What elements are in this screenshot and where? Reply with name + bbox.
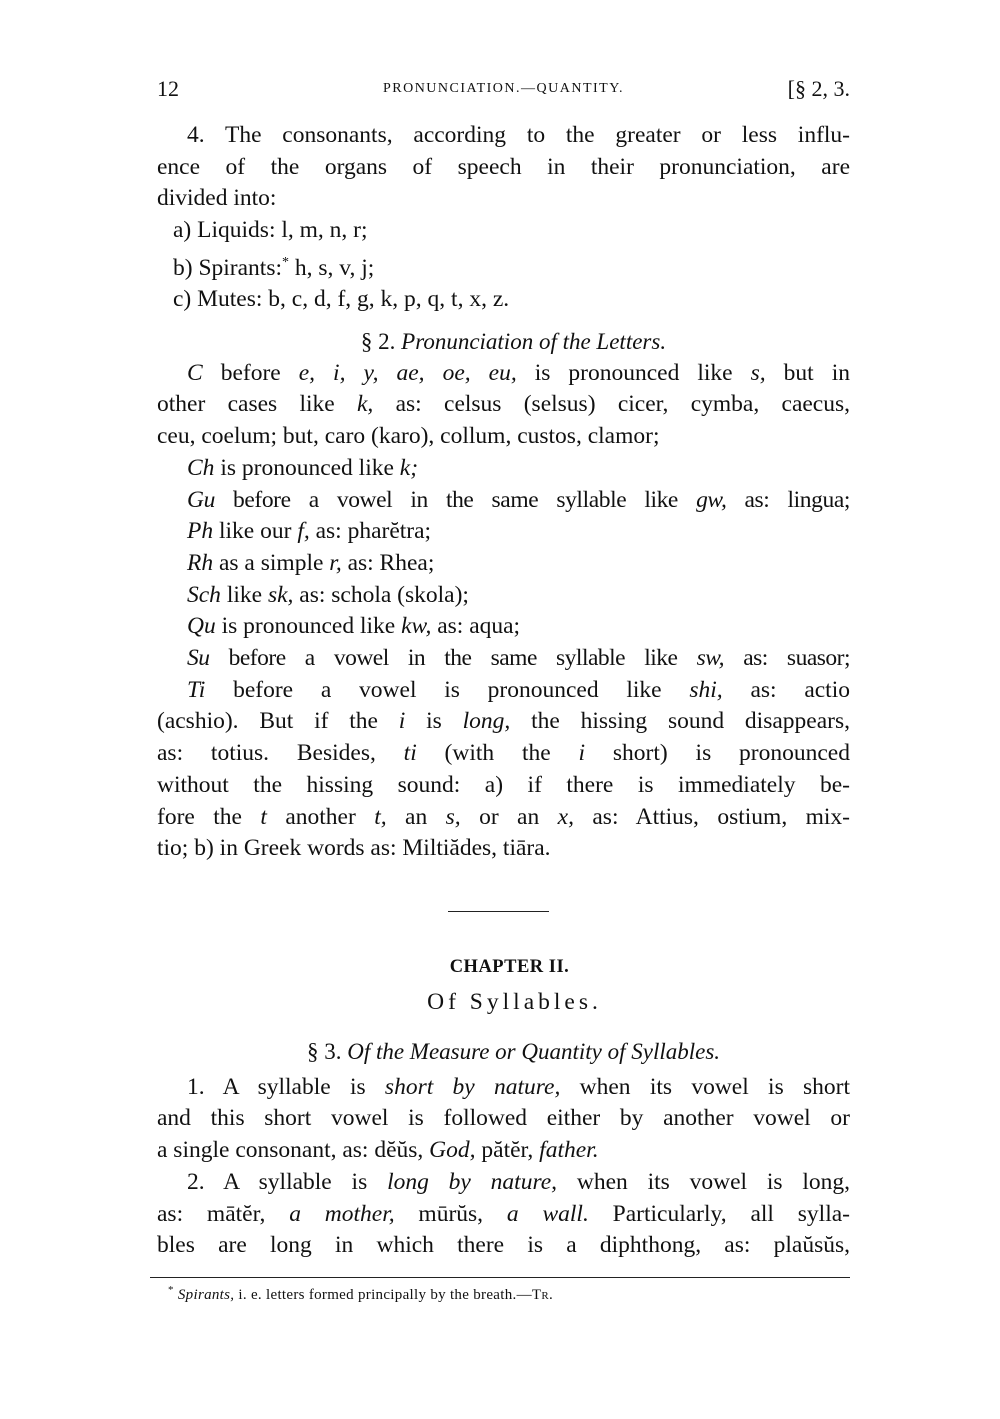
para-2-line-2: as: mātĕr, a mother, mūrŭs, a wall. Particularly, all sylla- [157, 1200, 850, 1227]
page-number: 12 [157, 76, 179, 101]
section-2-heading: § 2. Pronunciation of the Letters. [360, 329, 667, 355]
section-3-heading: § 3. Of the Measure or Quantity of Syllables. [306, 1039, 721, 1064]
section-2-body [157, 120, 850, 865]
chapter-title: Of Syllables. [427, 989, 602, 1015]
rule-gu: Gu before a vowel in the same syllable like gw, as: lingua; [187, 486, 850, 513]
consonants-spirants: b) Spirants:* h, s, v, j; [173, 254, 375, 281]
para-2-line-1: 2. A syllable is long by nature, when its vowel is long, [187, 1168, 850, 1195]
rule-c-line-2: other cases like k, as: celsus (selsus) cicer, cymba, caecus, [157, 391, 851, 418]
para-1-line-2: and this short vowel is followed either by another vowel or [157, 1105, 850, 1132]
para-4-line-1: 4. The consonants, according to the greater or less influ- [187, 122, 850, 148]
section-divider [448, 911, 549, 912]
rule-qu: Qu is pronounced like kw, as: aqua; [187, 613, 521, 640]
para-4-line-3: divided into: [157, 185, 277, 212]
rule-c-line-1: C before e, i, y, ae, oe, eu, is pronounced like s, but in [187, 359, 850, 386]
footnote-rule [150, 1277, 850, 1278]
page-header [157, 76, 850, 106]
running-head: PRONUNCIATION.—QUANTITY. [382, 81, 625, 96]
para-4-line-2: ence of the organs of speech in their pronunciation, are [157, 153, 850, 180]
para-1-line-1: 1. A syllable is short by nature, when its vowel is short [187, 1073, 850, 1100]
rule-sch: Sch like sk, as: schola (skola); [187, 581, 469, 608]
footnote-term: Spirants, [177, 1287, 235, 1303]
rule-ti-line-3: as: totius. Besides, ti (with the i short) is pronounced [157, 740, 850, 767]
rule-ti-line-4: without the hissing sound: a) if there is immediately be- [157, 771, 850, 798]
rule-rh: Rh as a simple r, as: Rhea; [187, 549, 435, 576]
section-3-body [157, 1036, 850, 1262]
rule-c-line-3: ceu, coelum; but, caro (karo), collum, custos, clamor; [157, 423, 660, 450]
rule-ti-line-1: Ti before a vowel is pronounced like shi, as: actio [187, 676, 850, 703]
rule-ti-line-6: tio; b) in Greek words as: Miltiădes, tiāra. [157, 835, 551, 862]
section-reference: [§ 2, 3. [787, 76, 850, 101]
para-1-line-3: a single consonant, as: dĕŭs, God, pătĕr, father. [157, 1137, 599, 1164]
para-2-line-3: bles are long in which there is a diphthong, as: plaŭsŭs, [157, 1232, 850, 1259]
rule-ti-line-2: (acshio). But if the i is long, the hissing sound disappears, [157, 708, 850, 735]
footnote-mark: * [282, 254, 290, 270]
chapter-heading [157, 957, 850, 1016]
footnote-mark: * [168, 1284, 174, 1296]
rule-ti-line-5: fore the t another t, an s, or an x, as: Attius, ostium, mix- [157, 803, 850, 830]
consonants-liquids: a) Liquids: l, m, n, r; [173, 217, 368, 244]
consonants-mutes: c) Mutes: b, c, d, f, g, k, p, q, t, x, z. [173, 286, 510, 313]
chapter-label: CHAPTER II. [449, 957, 570, 977]
rule-su: Su before a vowel in the same syllable like sw, as: suasor; [187, 645, 850, 672]
rule-ph: Ph like our f, as: pharĕtra; [187, 518, 432, 545]
consonant-list [157, 215, 850, 316]
rule-ch: Ch is pronounced like k; [187, 454, 419, 481]
footnote: * Spirants, i. e. letters formed principally by the breath.—Tr. [168, 1284, 554, 1303]
